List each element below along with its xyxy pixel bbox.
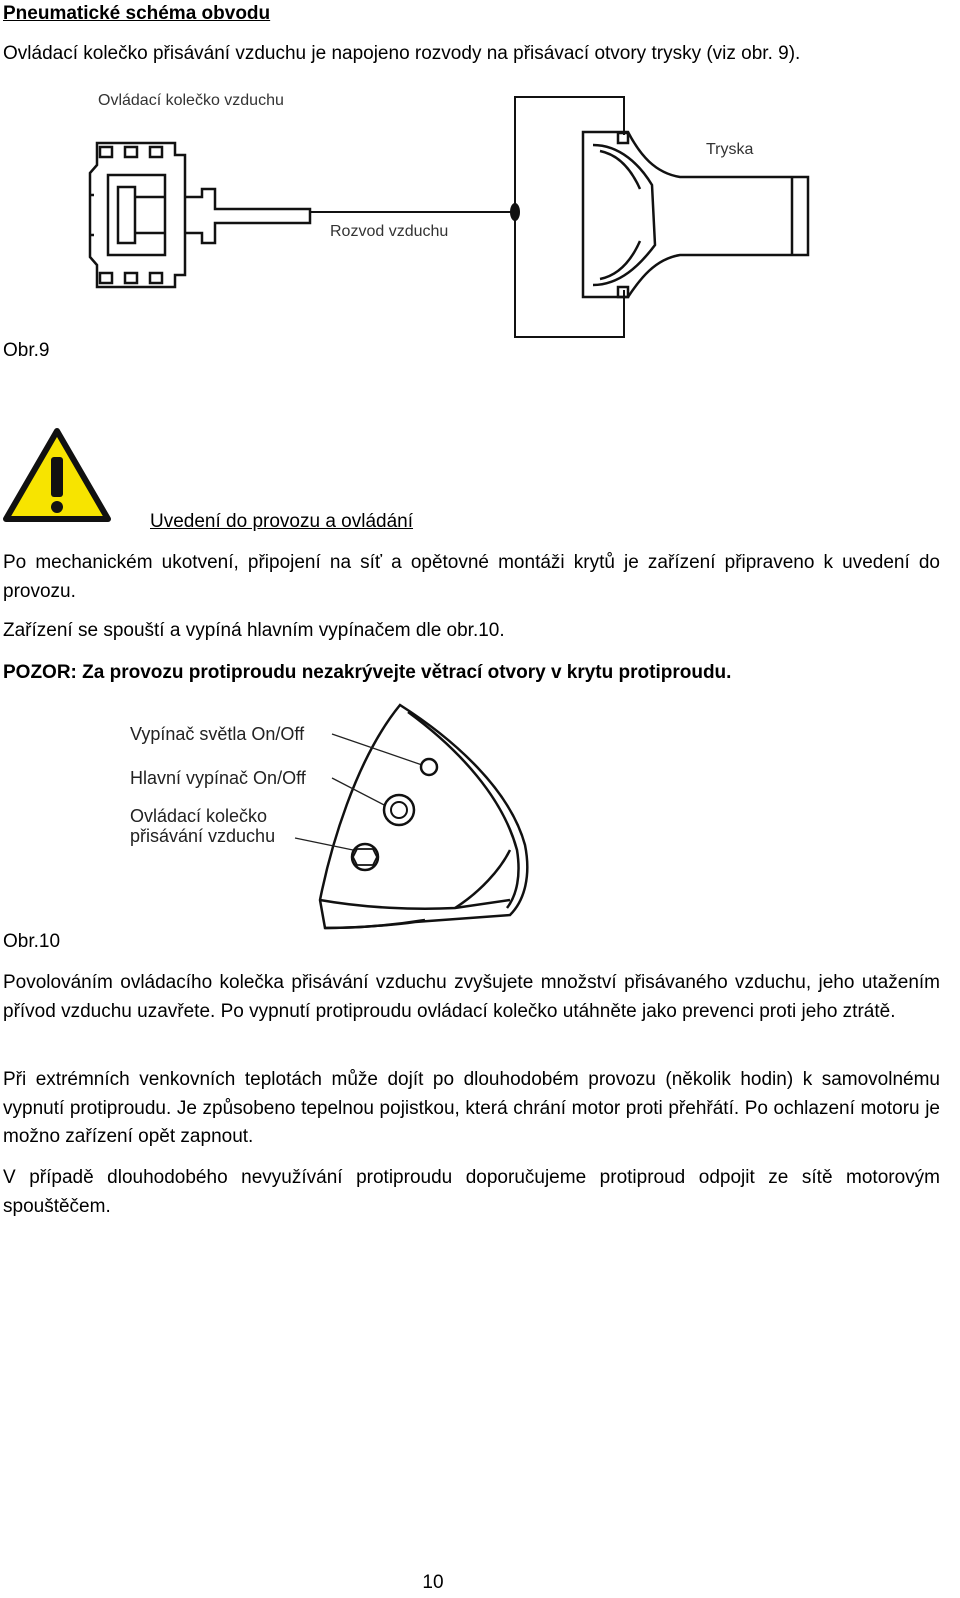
body-paragraph-3: V případě dlouhodobého nevyužívání protiproudu doporučujeme protiproud odpojit ze sítě motorovým spouštěčem. [3, 1167, 940, 1217]
body-paragraph-1: Povolováním ovládacího kolečka přisávání vzduchu zvyšujete množství přisávaného vzduchu, jeho utažením přívod vzduchu uzavřete. Po vypnutí protiproudu ovládací kolečko utáhněte jako prevenci proti jeho ztrátě. [3, 972, 940, 1022]
air-wheel-knob [352, 844, 378, 870]
section-heading-operation: Uvedení do provozu a ovládání [150, 511, 414, 532]
label-control-wheel: Ovládací kolečko vzduchu [98, 92, 284, 109]
pneumatic-circuit-diagram [80, 85, 820, 345]
control-wheel-drawing [90, 143, 310, 287]
nozzle-drawing [583, 132, 808, 297]
pipe-junction-dot [510, 203, 520, 221]
control-panel-figure [125, 700, 545, 935]
page-number: 10 [422, 1572, 444, 1593]
warning-paragraph: POZOR: Za provozu protiproudu nezakrývejte větrací otvory v krytu protiproudu. [3, 662, 732, 683]
body-paragraph-2: Při extrémních venkovních teplotách může dojít po dlouhodobém provozu (několik hodin) k samovolnému vypnutí protiproudu. Je způsobeno tepelnou pojistkou, která chrání motor proti přehřátí. Po ochlazení motoru je možno zařízení opět zapnout. [3, 1069, 940, 1147]
operation-paragraph-2: Zařízení se spouští a vypíná hlavním vypínačem dle obr.10. [3, 620, 505, 641]
light-switch-knob [421, 759, 437, 775]
figure9-caption: Obr.9 [3, 340, 50, 361]
label-main-switch: Hlavní vypínač On/Off [130, 768, 306, 788]
main-switch-knob [384, 795, 414, 825]
label-air-wheel-line1: Ovládací kolečko [130, 806, 268, 826]
warning-triangle-icon [2, 425, 112, 525]
label-nozzle: Tryska [706, 141, 754, 158]
section-heading-pneumatic: Pneumatické schéma obvodu [3, 3, 271, 24]
figure10-caption: Obr.10 [3, 931, 61, 952]
device-housing [320, 705, 527, 928]
label-air-wheel-line2: přisávání vzduchu [130, 826, 276, 846]
operation-paragraph-1: Po mechanickém ukotvení, připojení na síť a opětovné montáži krytů je zařízení připraveno k uvedení do provozu. [3, 552, 940, 602]
leader-lines [295, 734, 425, 850]
label-air-pipe: Rozvod vzduchu [330, 223, 449, 240]
label-light-switch: Vypínač světla On/Off [130, 724, 305, 744]
intro-paragraph: Ovládací kolečko přisávání vzduchu je napojeno rozvody na přisávací otvory trysky (viz obr. 9). [3, 43, 801, 64]
air-pipe-lines [310, 97, 624, 337]
